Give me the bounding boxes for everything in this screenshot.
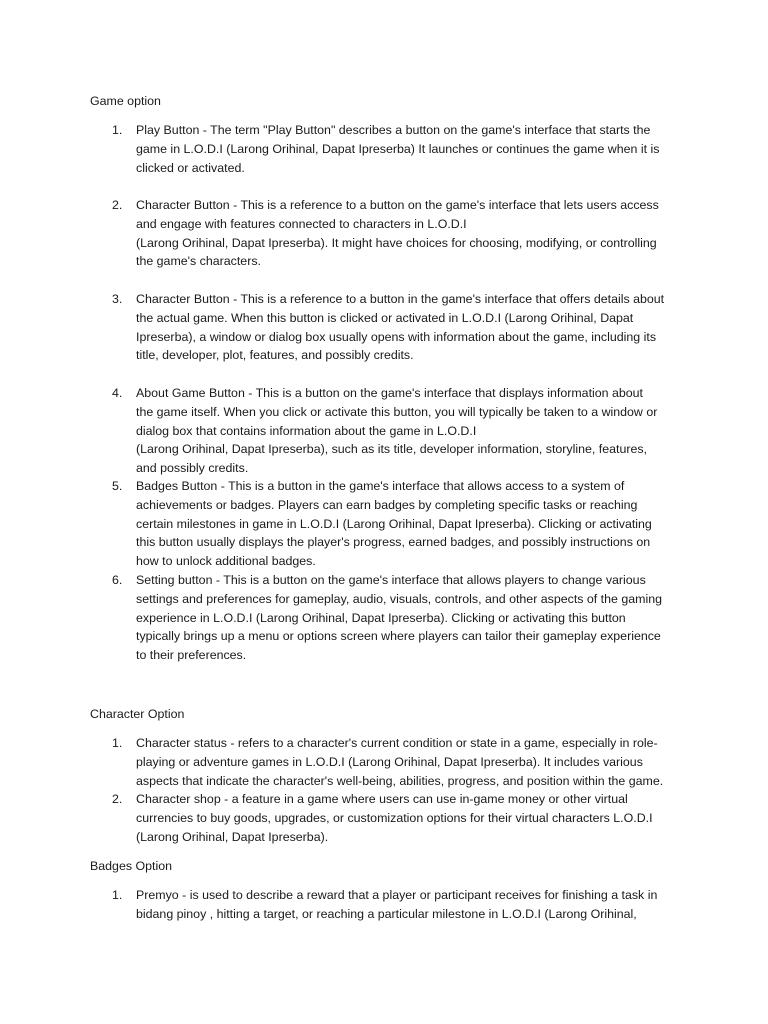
text-line: Premyo - is used to describe a reward that a player or participant receives for finishing a task in	[136, 888, 658, 902]
list-item-text	[136, 290, 681, 365]
text-line: this button usually displays the player's progress, earned badges, and possibly instructions on	[136, 535, 651, 550]
text-line: Character status - refers to a character's current condition or state in a game, especially in role-	[136, 736, 658, 750]
text-line: achievements or badges. Players can earn badges by completing specific tasks or reaching	[136, 497, 638, 512]
text-line: playing or adventure games in L.O.D.I (Larong Orihinal, Dapat Ipreserba). It includes various	[136, 754, 643, 769]
list-item-text	[136, 477, 681, 571]
text-line: (Larong Orihinal, Dapat Ipreserba). It might have choices for choosing, modifying, or controlling	[136, 235, 657, 250]
text-line: the game itself. When you click or activate this button, you will typically be taken to a window or	[136, 404, 658, 419]
text-line: the game's characters.	[136, 254, 261, 269]
list-item-number: 1.	[112, 888, 123, 902]
list-item-number: 6.	[112, 573, 123, 587]
text-line: how to unlock additional badges.	[136, 554, 316, 569]
list-item-text	[136, 121, 681, 177]
text-line: title, developer, plot, features, and possibly credits.	[136, 348, 414, 363]
text-line: typically brings up a menu or options screen where players can tailor their gameplay experience	[136, 629, 661, 644]
list-item-number: 4.	[112, 386, 123, 400]
text-line: dialog box that contains information about the game in L.O.D.I	[136, 423, 477, 438]
text-line: Badges Button - This is a button in the game's interface that allows access to a system of	[136, 479, 625, 493]
list-item-text	[136, 734, 681, 790]
list-item-number: 5.	[112, 479, 123, 493]
text-line: (Larong Orihinal, Dapat Ipreserba), such as its title, developer information, storyline, features,	[136, 442, 648, 457]
section-heading-character-option: Character Option	[90, 707, 185, 721]
text-line: About Game Button - This is a button on the game's interface that displays information about	[136, 386, 643, 400]
text-line: (Larong Orihinal, Dapat Ipreserba).	[136, 829, 329, 844]
list-item-text	[136, 886, 681, 924]
list-item-number: 2.	[112, 198, 123, 212]
list-item-text	[136, 196, 681, 271]
text-line: game in L.O.D.I (Larong Orihinal, Dapat Ipreserba) It launches or continues the game when it is	[136, 141, 660, 156]
text-line: Setting button - This is a button on the game's interface that allows players to change various	[136, 573, 646, 587]
text-line: Character Button - This is a reference to a button on the game's interface that lets users access	[136, 198, 659, 212]
text-line: currencies to buy goods, upgrades, or customization options for their virtual characters L.O.D.I	[136, 810, 653, 825]
text-line: and engage with features connected to characters in L.O.D.I	[136, 216, 467, 231]
text-line: the actual game. When this button is clicked or activated in L.O.D.I (Larong Orihinal, Dapat	[136, 310, 634, 325]
text-line: Character shop - a feature in a game where users can use in-game money or other virtual	[136, 792, 628, 806]
list-item-number: 1.	[112, 123, 123, 137]
text-line: certain milestones in game in L.O.D.I (Larong Orihinal, Dapat Ipreserba). Clicking or activating	[136, 516, 652, 531]
text-line: bidang pinoy , hitting a target, or reaching a particular milestone in L.O.D.I (Larong Orihinal,	[136, 906, 637, 921]
list-item-number: 3.	[112, 292, 123, 306]
list-item-text	[136, 790, 681, 846]
text-line: to their preferences.	[136, 648, 247, 663]
list-item-text	[136, 571, 681, 665]
text-line: and possibly credits.	[136, 461, 249, 476]
section-heading-game-option: Game option	[90, 94, 161, 108]
text-line: clicked or activated.	[136, 160, 245, 175]
section-heading-badges-option: Badges Option	[90, 859, 172, 873]
text-line: Play Button - The term "Play Button" describes a button on the game's interface that starts the	[136, 123, 651, 137]
list-item-text	[136, 384, 681, 478]
text-line: experience in L.O.D.I (Larong Orihinal, Dapat Ipreserba). Clicking or activating this button	[136, 610, 626, 625]
text-line: aspects that indicate the character's well-being, abilities, progress, and position within the game.	[136, 773, 664, 788]
text-line: settings and preferences for gameplay, audio, visuals, controls, and other aspects of the gaming	[136, 591, 662, 606]
list-item-number: 2.	[112, 792, 123, 806]
text-line: Ipreserba), a window or dialog box usually opens with information about the game, including its	[136, 329, 657, 344]
list-item-number: 1.	[112, 736, 123, 750]
text-line: Character Button - This is a reference to a button in the game's interface that offers details about	[136, 292, 665, 306]
